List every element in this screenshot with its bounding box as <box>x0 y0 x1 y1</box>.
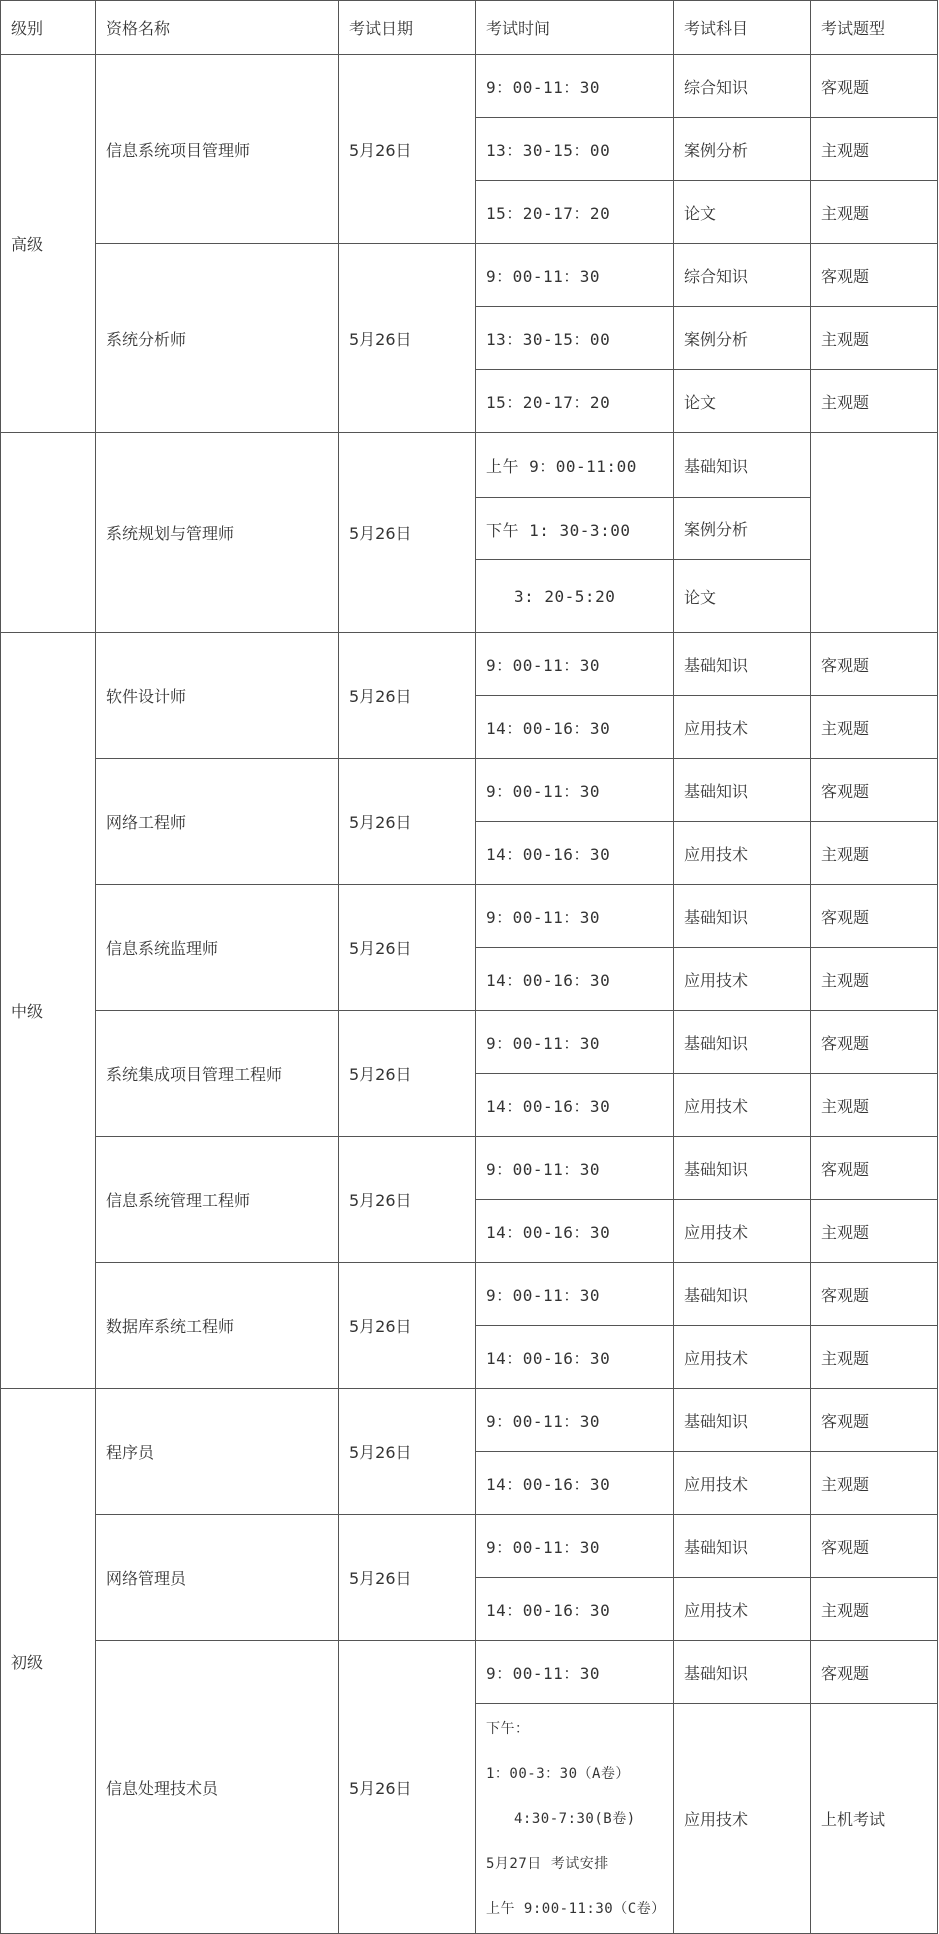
exam-type: 客观题 <box>811 1641 938 1704</box>
exam-name: 数据库系统工程师 <box>96 1263 339 1389</box>
exam-subject: 案例分析 <box>674 118 811 181</box>
exam-subject: 应用技术 <box>674 948 811 1011</box>
exam-type: 主观题 <box>811 118 938 181</box>
exam-type: 主观题 <box>811 1578 938 1641</box>
exam-subject: 应用技术 <box>674 1578 811 1641</box>
exam-time: 9：00-11：30 <box>476 1641 674 1704</box>
exam-date: 5月26日 <box>339 1641 476 1934</box>
exam-subject: 应用技术 <box>674 696 811 759</box>
exam-subject: 论文 <box>674 370 811 433</box>
exam-date: 5月26日 <box>339 759 476 885</box>
exam-subject: 基础知识 <box>674 433 811 498</box>
exam-subject: 基础知识 <box>674 1389 811 1452</box>
exam-subject: 基础知识 <box>674 885 811 948</box>
exam-type: 主观题 <box>811 1326 938 1389</box>
table-row <box>1 1515 938 1578</box>
table-row <box>1 1641 938 1704</box>
exam-date: 5月26日 <box>339 1263 476 1389</box>
level-cell: 高级 <box>1 55 96 433</box>
header-cell: 考试题型 <box>811 1 938 55</box>
exam-type: 客观题 <box>811 55 938 118</box>
exam-subject: 基础知识 <box>674 1137 811 1200</box>
header-cell: 考试日期 <box>339 1 476 55</box>
exam-name: 信息处理技术员 <box>96 1641 339 1934</box>
exam-date: 5月26日 <box>339 55 476 244</box>
exam-time: 14：00-16：30 <box>476 822 674 885</box>
level-cell: 中级 <box>1 633 96 1389</box>
exam-time: 15：20-17：20 <box>476 370 674 433</box>
exam-name: 信息系统项目管理师 <box>96 55 339 244</box>
exam-type: 主观题 <box>811 1074 938 1137</box>
table-row <box>1 759 938 822</box>
exam-time: 13：30-15：00 <box>476 307 674 370</box>
table-row <box>1 1389 938 1452</box>
exam-time: 9：00-11：30 <box>476 633 674 696</box>
exam-time-line: 下午： <box>486 1720 530 1737</box>
exam-time: 13：30-15：00 <box>476 118 674 181</box>
exam-name: 系统集成项目管理工程师 <box>96 1011 339 1137</box>
table-row <box>1 55 938 118</box>
exam-subject: 综合知识 <box>674 55 811 118</box>
exam-subject: 论文 <box>674 560 811 633</box>
exam-date: 5月26日 <box>339 1011 476 1137</box>
exam-time: 9：00-11：30 <box>476 759 674 822</box>
level-cell-empty <box>1 433 96 633</box>
exam-type: 客观题 <box>811 1137 938 1200</box>
exam-time: 14：00-16：30 <box>476 1200 674 1263</box>
exam-name: 系统规划与管理师 <box>96 433 339 633</box>
exam-time: 9：00-11：30 <box>476 885 674 948</box>
header-cell: 级别 <box>1 1 96 55</box>
exam-type: 客观题 <box>811 1011 938 1074</box>
exam-time: 9：00-11：30 <box>476 244 674 307</box>
exam-date: 5月26日 <box>339 1137 476 1263</box>
exam-date: 5月26日 <box>339 433 476 633</box>
exam-subject: 论文 <box>674 181 811 244</box>
exam-name: 信息系统管理工程师 <box>96 1137 339 1263</box>
exam-time: 14：00-16：30 <box>476 1578 674 1641</box>
exam-type: 主观题 <box>811 181 938 244</box>
exam-subject: 基础知识 <box>674 633 811 696</box>
exam-subject: 综合知识 <box>674 244 811 307</box>
exam-time: 14：00-16：30 <box>476 1452 674 1515</box>
exam-time-line: 1：00-3：30（A卷） <box>486 1765 630 1782</box>
table-row <box>1 885 938 948</box>
exam-time: 9：00-11：30 <box>476 1515 674 1578</box>
exam-subject: 基础知识 <box>674 1641 811 1704</box>
exam-name: 信息系统监理师 <box>96 885 339 1011</box>
exam-type: 客观题 <box>811 244 938 307</box>
exam-subject: 应用技术 <box>674 1452 811 1515</box>
table-row <box>1 433 938 498</box>
exam-time: 3: 20-5:20 <box>476 560 674 633</box>
exam-type: 主观题 <box>811 1200 938 1263</box>
level-cell: 初级 <box>1 1389 96 1934</box>
exam-time-line: 上午 9:00-11:30（C卷） <box>486 1900 666 1917</box>
exam-time: 下午 1: 30-3:00 <box>476 498 674 560</box>
exam-subject: 应用技术 <box>674 1074 811 1137</box>
exam-type-empty <box>811 433 938 633</box>
exam-type: 客观题 <box>811 885 938 948</box>
exam-subject: 应用技术 <box>674 1326 811 1389</box>
exam-type: 主观题 <box>811 696 938 759</box>
exam-subject: 案例分析 <box>674 307 811 370</box>
exam-name: 系统分析师 <box>96 244 339 433</box>
table-row <box>1 244 938 307</box>
exam-name: 网络管理员 <box>96 1515 339 1641</box>
header-cell: 考试时间 <box>476 1 674 55</box>
exam-subject: 基础知识 <box>674 1263 811 1326</box>
exam-date: 5月26日 <box>339 1389 476 1515</box>
table-row <box>1 1137 938 1200</box>
exam-type: 客观题 <box>811 1515 938 1578</box>
exam-subject: 应用技术 <box>674 822 811 885</box>
exam-type: 客观题 <box>811 633 938 696</box>
table-row <box>1 1011 938 1074</box>
exam-time-block <box>476 1704 674 1934</box>
exam-subject: 应用技术 <box>674 1200 811 1263</box>
exam-type: 主观题 <box>811 822 938 885</box>
exam-time: 14：00-16：30 <box>476 696 674 759</box>
table-row <box>1 1263 938 1326</box>
exam-time-line: 5月27日 考试安排 <box>486 1855 609 1872</box>
exam-time: 9：00-11：30 <box>476 1263 674 1326</box>
exam-date: 5月26日 <box>339 1515 476 1641</box>
exam-date: 5月26日 <box>339 885 476 1011</box>
exam-type: 客观题 <box>811 1389 938 1452</box>
header-cell: 资格名称 <box>96 1 339 55</box>
exam-type: 主观题 <box>811 948 938 1011</box>
exam-type: 客观题 <box>811 759 938 822</box>
exam-subject: 应用技术 <box>674 1704 811 1934</box>
exam-type: 客观题 <box>811 1263 938 1326</box>
exam-date: 5月26日 <box>339 244 476 433</box>
exam-time: 9：00-11：30 <box>476 1011 674 1074</box>
exam-date: 5月26日 <box>339 633 476 759</box>
exam-time: 14：00-16：30 <box>476 1074 674 1137</box>
exam-time-line: 4:30-7:30(B卷) <box>514 1810 636 1827</box>
table-row <box>1 633 938 696</box>
exam-time: 上午 9：00-11:00 <box>476 433 674 498</box>
header-cell: 考试科目 <box>674 1 811 55</box>
exam-name: 程序员 <box>96 1389 339 1515</box>
exam-type: 上机考试 <box>811 1704 938 1934</box>
exam-subject: 基础知识 <box>674 1515 811 1578</box>
exam-time: 14：00-16：30 <box>476 948 674 1011</box>
header-row <box>1 1 938 55</box>
exam-name: 网络工程师 <box>96 759 339 885</box>
exam-time: 9：00-11：30 <box>476 55 674 118</box>
exam-time: 14：00-16：30 <box>476 1326 674 1389</box>
exam-subject: 基础知识 <box>674 759 811 822</box>
exam-time: 9：00-11：30 <box>476 1137 674 1200</box>
exam-type: 主观题 <box>811 370 938 433</box>
exam-subject: 案例分析 <box>674 498 811 560</box>
exam-time: 15：20-17：20 <box>476 181 674 244</box>
exam-type: 主观题 <box>811 1452 938 1515</box>
exam-subject: 基础知识 <box>674 1011 811 1074</box>
exam-time: 9：00-11：30 <box>476 1389 674 1452</box>
exam-type: 主观题 <box>811 307 938 370</box>
exam-name: 软件设计师 <box>96 633 339 759</box>
